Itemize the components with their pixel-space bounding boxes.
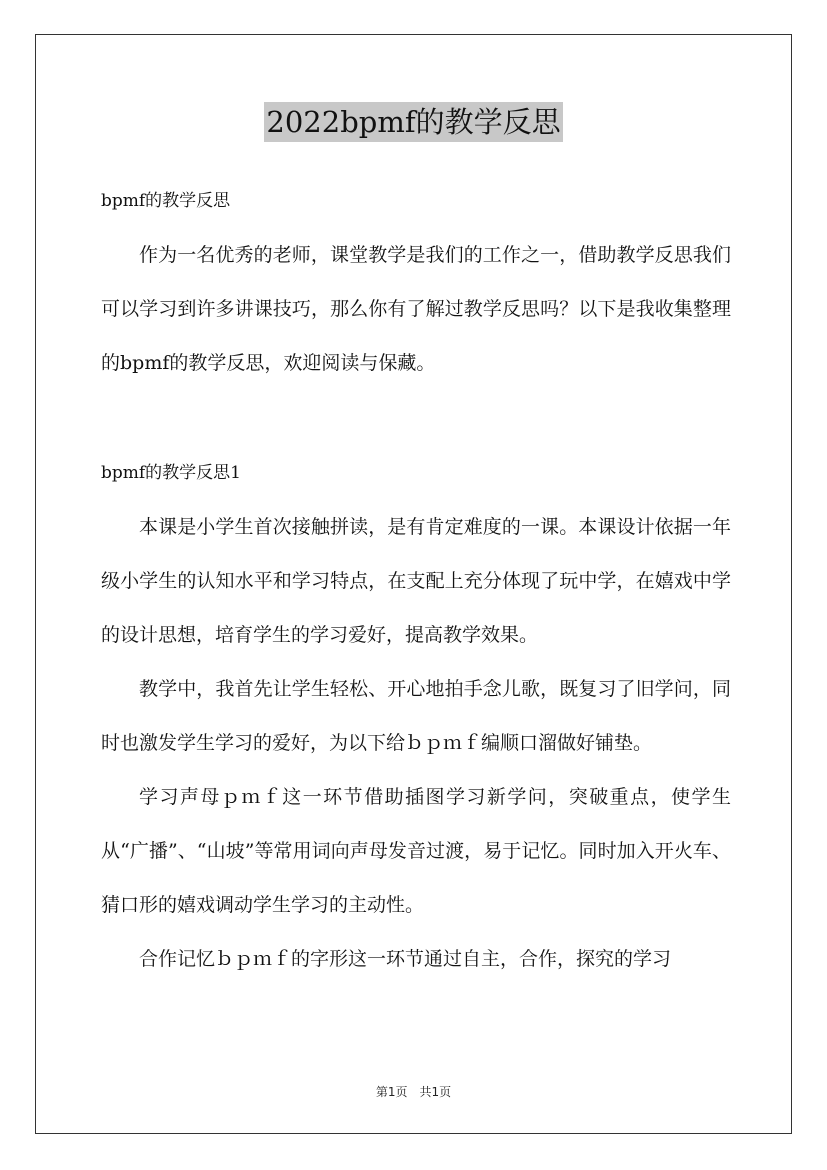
body-paragraph: 学习声母ｐｍｆ这一环节借助插图学习新学问，突破重点，使学生从“广播”、“山坡”等常用词向声母发音过渡，易于记忆。同时加入开火车、猜口形的嬉戏调动学生学习的主动性。 [101, 786, 731, 916]
body-paragraph: 本课是小学生首次接触拼读，是有肯定难度的一课。本课设计依据一年级小学生的认知水平和学习特点，在支配上充分体现了玩中学，在嬉戏中学的设计思想，培育学生的学习爱好，提高教学效果。 [101, 516, 731, 646]
body-paragraph: 教学中，我首先让学生轻松、开心地拍手念儿歌，既复习了旧学问，同时也激发学生学习的爱好，为以下给ｂｐｍｆ编顺口溜做好铺垫。 [101, 678, 731, 754]
page-total: 共1页 [419, 1085, 452, 1099]
intro-paragraph: 作为一名优秀的老师，课堂教学是我们的工作之一，借助教学反思我们可以学习到许多讲课技巧，那么你有了解过教学反思吗？以下是我收集整理的bpmf的教学反思，欢迎阅读与保藏。 [101, 244, 731, 374]
section-heading: bpmf的教学反思1 [101, 463, 241, 483]
body-paragraph: 合作记忆ｂｐｍｆ的字形这一环节通过自主，合作，探究的学习 [139, 948, 672, 970]
document-body [101, 174, 731, 986]
document-title: 2022bpmf的教学反思 [264, 102, 562, 142]
page-number: 第1页 [375, 1085, 408, 1099]
section-spacer [101, 390, 731, 446]
document-heading: bpmf的教学反思 [101, 191, 231, 211]
page-footer [0, 1082, 827, 1102]
title-container [0, 102, 827, 142]
